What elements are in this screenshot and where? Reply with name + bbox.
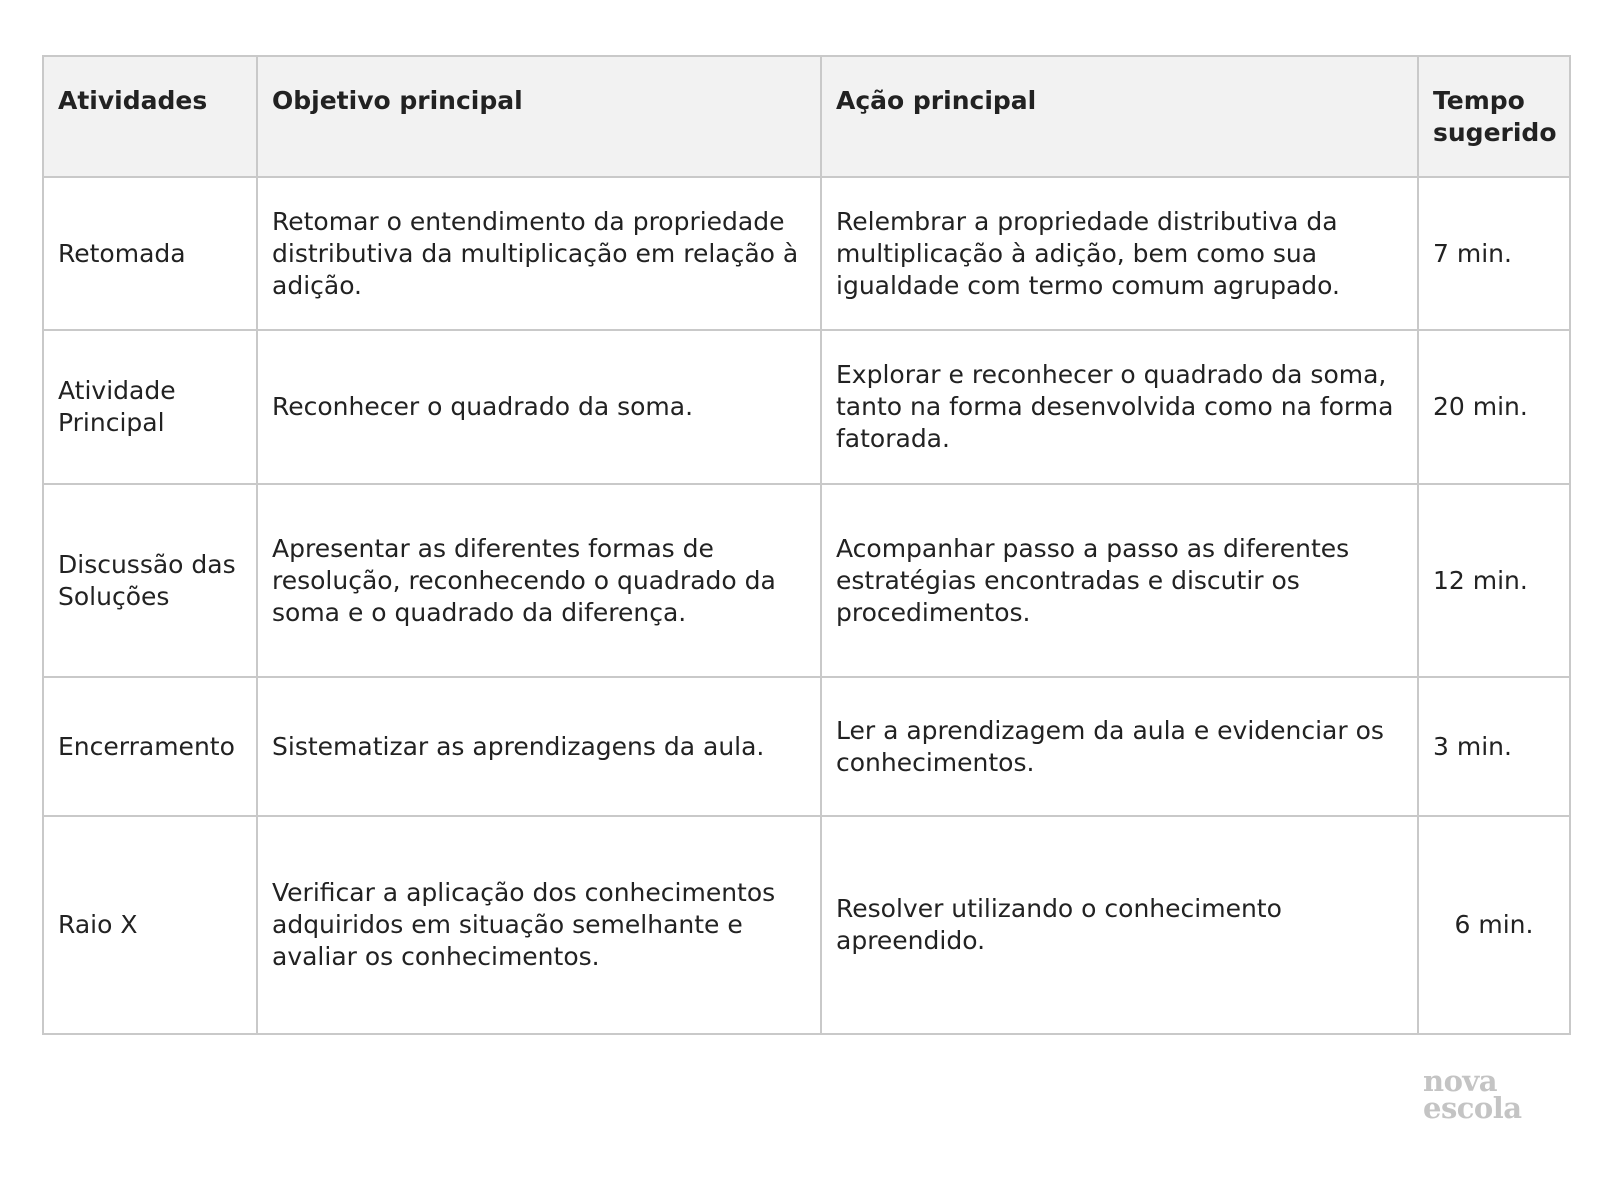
header-tempo-sugerido: Tempo sugerido bbox=[1418, 56, 1570, 177]
cell-atividade: Discussão das Soluções bbox=[43, 484, 257, 677]
header-objetivo-principal: Objetivo principal bbox=[257, 56, 821, 177]
cell-tempo: 6 min. bbox=[1418, 816, 1570, 1034]
table-header-row bbox=[43, 56, 1570, 177]
cell-acao: Explorar e reconhecer o quadrado da soma, tanto na forma desenvolvida como na forma fatorada. bbox=[821, 330, 1418, 484]
table-row bbox=[43, 816, 1570, 1034]
cell-objetivo: Retomar o entendimento da propriedade distributiva da multiplicação em relação à adição. bbox=[257, 177, 821, 330]
cell-objetivo: Apresentar as diferentes formas de resolução, reconhecendo o quadrado da soma e o quadrado da diferença. bbox=[257, 484, 821, 677]
cell-acao: Relembrar a propriedade distributiva da multiplicação à adição, bem como sua igualdade com termo comum agrupado. bbox=[821, 177, 1418, 330]
lesson-plan-table bbox=[42, 55, 1571, 1035]
table-row bbox=[43, 177, 1570, 330]
cell-acao: Ler a aprendizagem da aula e evidenciar os conhecimentos. bbox=[821, 677, 1418, 816]
table-row bbox=[43, 330, 1570, 484]
cell-tempo: 3 min. bbox=[1418, 677, 1570, 816]
nova-escola-logo bbox=[1423, 1064, 1543, 1125]
header-acao-principal: Ação principal bbox=[821, 56, 1418, 177]
table-row bbox=[43, 484, 1570, 677]
header-atividades: Atividades bbox=[43, 56, 257, 177]
logo-line-escola: escola bbox=[1423, 1091, 1522, 1125]
cell-objetivo: Verificar a aplicação dos conhecimentos adquiridos em situação semelhante e avaliar os conhecimentos. bbox=[257, 816, 821, 1034]
cell-atividade: Encerramento bbox=[43, 677, 257, 816]
cell-objetivo: Sistematizar as aprendizagens da aula. bbox=[257, 677, 821, 816]
table-row bbox=[43, 677, 1570, 816]
cell-acao: Resolver utilizando o conhecimento apreendido. bbox=[821, 816, 1418, 1034]
logo-line-nova: nova bbox=[1423, 1064, 1498, 1098]
cell-tempo: 12 min. bbox=[1418, 484, 1570, 677]
cell-acao: Acompanhar passo a passo as diferentes estratégias encontradas e discutir os procedimentos. bbox=[821, 484, 1418, 677]
cell-objetivo: Reconhecer o quadrado da soma. bbox=[257, 330, 821, 484]
cell-tempo: 20 min. bbox=[1418, 330, 1570, 484]
cell-atividade: Retomada bbox=[43, 177, 257, 330]
cell-atividade: Raio X bbox=[43, 816, 257, 1034]
cell-tempo: 7 min. bbox=[1418, 177, 1570, 330]
cell-atividade: Atividade Principal bbox=[43, 330, 257, 484]
